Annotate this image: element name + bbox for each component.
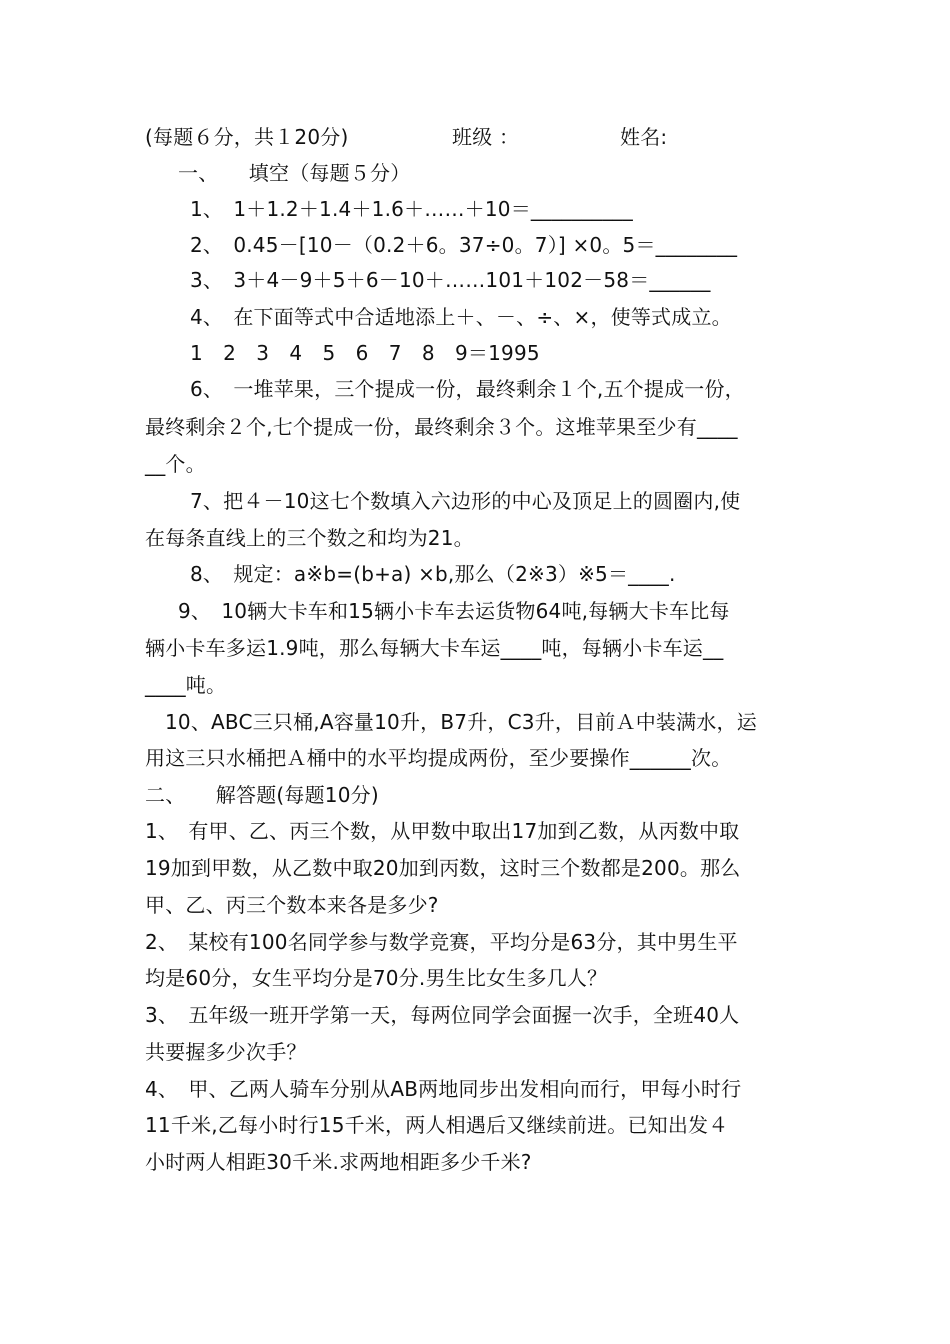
question-1: 1、 1＋1.2＋1.4＋1.6＋……＋10＝__________ xyxy=(190,197,633,221)
question-4: 4、 在下面等式中合适地添上＋、－、÷、×，使等式成立。 xyxy=(190,305,732,329)
question-9-end: ____吨。 xyxy=(145,673,227,697)
problem-1: 1、 有甲、乙、丙三个数，从甲数中取出17加到乙数，从丙数中取 xyxy=(145,819,740,843)
question-4-equation: 1 2 3 4 5 6 7 8 9＝1995 xyxy=(190,341,540,365)
problem-1-end: 甲、乙、丙三个数本来各是多少? xyxy=(145,893,439,917)
question-3: 3、 3＋4－9＋5＋6－10＋……101＋102－58＝______ xyxy=(190,268,711,292)
class-label: 班级 ： xyxy=(452,125,520,149)
problem-3-cont: 共要握多少次手？ xyxy=(145,1040,307,1064)
question-6: 6、 一堆苹果，三个提成一份，最终剩余１个,五个提成一份， xyxy=(190,377,745,401)
question-10: 10、ABC三只桶,A容量10升，B7升，C3升，目前Ａ中装满水，运 xyxy=(165,710,757,734)
question-6-end: __个。 xyxy=(145,452,206,476)
problem-4-cont: 11千米,乙每小时行15千米，两人相遇后又继续前进。已知出发４ xyxy=(145,1113,729,1137)
problem-4-end: 小时两人相距30千米.求两地相距多少千米? xyxy=(145,1150,532,1174)
score-info: (每题６分，共１20分) xyxy=(145,125,349,149)
section-2-title: 二、 解答题(每题10分) xyxy=(145,783,379,807)
question-10-cont: 用这三只水桶把Ａ桶中的水平均提成两份，至少要操作______次。 xyxy=(145,746,732,770)
section-1-title: 一、 填空（每题５分） xyxy=(178,161,411,185)
question-7-cont: 在每条直线上的三个数之和均为21。 xyxy=(145,526,474,550)
name-label: 姓名: xyxy=(620,125,668,149)
problem-4: 4、 甲、乙两人骑车分别从AB两地同步出发相向而行，甲每小时行 xyxy=(145,1077,742,1101)
problem-1-cont: 19加到甲数，从乙数中取20加到丙数，这时三个数都是200。那么 xyxy=(145,856,741,880)
question-9-cont: 辆小卡车多运1.9吨，那么每辆大卡车运____吨，每辆小卡车运__ xyxy=(145,636,724,660)
question-2: 2、 0.45－[10－（0.2＋6。37÷0。7）] ×0。5＝________ xyxy=(190,233,738,257)
question-6-cont: 最终剩余２个,七个提成一份，最终剩余３个。这堆苹果至少有____ xyxy=(145,415,738,439)
problem-2: 2、 某校有100名同学参与数学竞赛，平均分是63分，其中男生平 xyxy=(145,930,738,954)
problem-2-cont: 均是60分，女生平均分是70分.男生比女生多几人？ xyxy=(145,966,608,990)
question-7: 7、把４－10这七个数填入六边形的中心及顶足上的圆圈内,使 xyxy=(190,489,741,513)
question-9: 9、 10辆大卡车和15辆小卡车去运货物64吨,每辆大卡车比每 xyxy=(178,599,730,623)
problem-3: 3、 五年级一班开学第一天，每两位同学会面握一次手，全班40人 xyxy=(145,1003,740,1027)
question-8: 8、 规定：a※b=(b+a) ×b,那么（2※3）※5＝____. xyxy=(190,562,676,586)
